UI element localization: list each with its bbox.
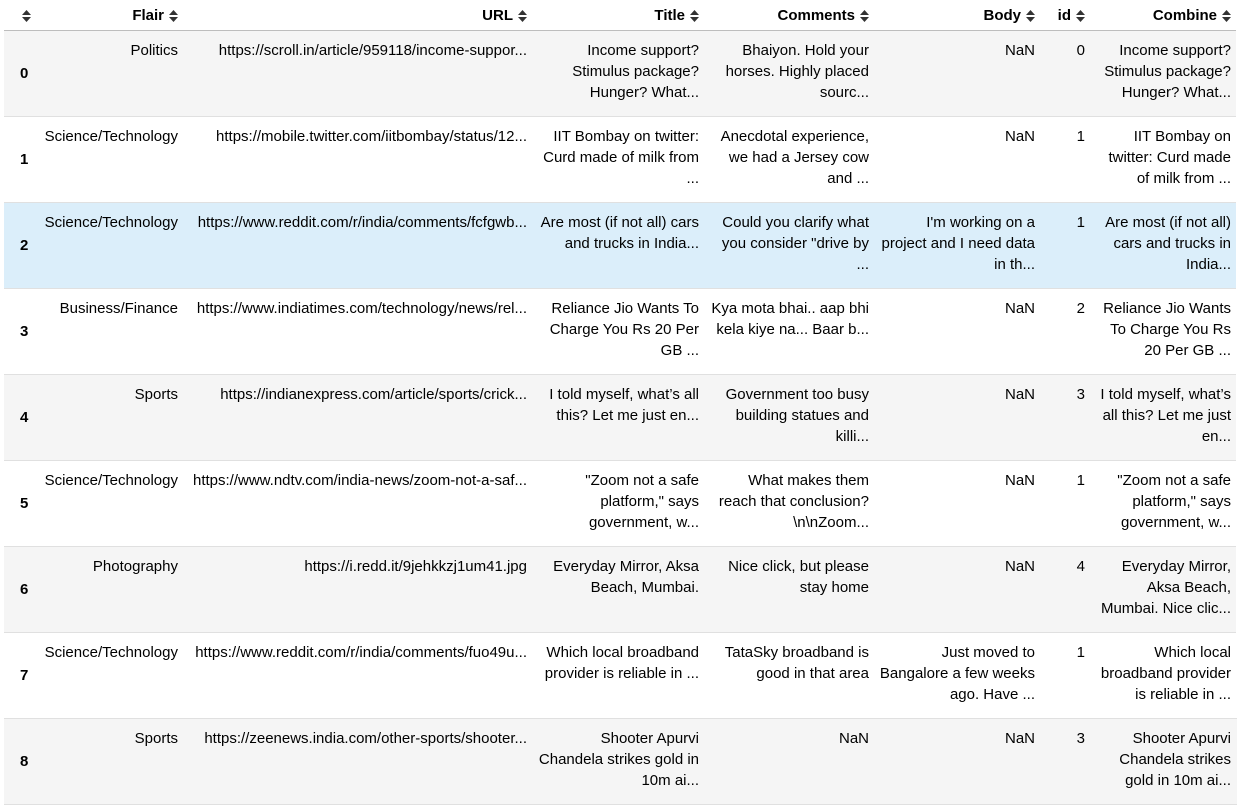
cell-body: NaN (875, 375, 1041, 461)
cell-title: Are most (if not all) cars and trucks in India... (533, 203, 705, 289)
cell-combine: Everyday Mirror, Aksa Beach, Mumbai. Nice clic... (1091, 547, 1237, 633)
cell-flair: Science/Technology (37, 203, 184, 289)
cell-body: NaN (875, 547, 1041, 633)
cell-body: NaN (875, 31, 1041, 117)
cell-comments: Government too busy building statues and killi... (705, 375, 875, 461)
cell-body: NaN (875, 461, 1041, 547)
cell-id: 1 (1041, 117, 1091, 203)
cell-title: Reliance Jio Wants To Charge You Rs 20 Per GB ... (533, 289, 705, 375)
cell-id: 1 (1041, 203, 1091, 289)
cell-combine: Income support? Stimulus package? Hunger? What... (1091, 31, 1237, 117)
cell-title: Shooter Apurvi Chandela strikes gold in 10m ai... (533, 719, 705, 805)
row-index: 0 (4, 31, 37, 117)
table-row[interactable] (4, 289, 1237, 375)
cell-title: IIT Bombay on twitter: Curd made of milk from ... (533, 117, 705, 203)
table-row[interactable] (4, 547, 1237, 633)
cell-body: NaN (875, 719, 1041, 805)
column-header-combine[interactable] (1091, 0, 1237, 31)
cell-id: 1 (1041, 461, 1091, 547)
cell-flair: Photography (37, 547, 184, 633)
cell-url: https://zeenews.india.com/other-sports/shooter... (184, 719, 533, 805)
row-index: 2 (4, 203, 37, 289)
cell-comments: NaN (705, 719, 875, 805)
column-header-flair[interactable] (37, 0, 184, 31)
cell-comments: Anecdotal experience, we had a Jersey cow and ... (705, 117, 875, 203)
row-index: 4 (4, 375, 37, 461)
cell-flair: Sports (37, 375, 184, 461)
cell-flair: Politics (37, 31, 184, 117)
table-row[interactable] (4, 375, 1237, 461)
row-index: 8 (4, 719, 37, 805)
cell-title: Everyday Mirror, Aksa Beach, Mumbai. (533, 547, 705, 633)
cell-combine: Which local broadband provider is reliable in ... (1091, 633, 1237, 719)
cell-body: NaN (875, 117, 1041, 203)
cell-url: https://mobile.twitter.com/iitbombay/status/12... (184, 117, 533, 203)
cell-url: https://scroll.in/article/959118/income-suppor... (184, 31, 533, 117)
cell-body: I'm working on a project and I need data in th... (875, 203, 1041, 289)
table-row[interactable] (4, 31, 1237, 117)
cell-comments: TataSky broadband is good in that area (705, 633, 875, 719)
column-header-comments[interactable] (705, 0, 875, 31)
cell-id: 3 (1041, 375, 1091, 461)
sort-arrows-icon[interactable] (1076, 10, 1085, 22)
cell-combine: "Zoom not a safe platform," says government, w... (1091, 461, 1237, 547)
sort-arrows-icon[interactable] (690, 10, 699, 22)
sort-arrows-icon[interactable] (1026, 10, 1035, 22)
cell-body: Just moved to Bangalore a few weeks ago. Have ... (875, 633, 1041, 719)
cell-url: https://indianexpress.com/article/sports/crick... (184, 375, 533, 461)
cell-title: Which local broadband provider is reliable in ... (533, 633, 705, 719)
table-header (4, 0, 1237, 31)
row-index: 3 (4, 289, 37, 375)
cell-url: https://i.redd.it/9jehkkzj1um41.jpg (184, 547, 533, 633)
cell-id: 0 (1041, 31, 1091, 117)
row-index: 5 (4, 461, 37, 547)
cell-comments: Kya mota bhai.. aap bhi kela kiye na... Baar b... (705, 289, 875, 375)
cell-combine: Shooter Apurvi Chandela strikes gold in 10m ai... (1091, 719, 1237, 805)
cell-combine: IIT Bombay on twitter: Curd made of milk from ... (1091, 117, 1237, 203)
cell-comments: What makes them reach that conclusion? \n\nZoom... (705, 461, 875, 547)
column-header-id[interactable] (1041, 0, 1091, 31)
cell-flair: Science/Technology (37, 461, 184, 547)
column-header-label: URL (482, 6, 513, 24)
column-header-body[interactable] (875, 0, 1041, 31)
cell-id: 2 (1041, 289, 1091, 375)
sort-arrows-icon[interactable] (169, 10, 178, 22)
column-header-label: Combine (1152, 6, 1217, 24)
cell-combine: I told myself, what’s all this? Let me just en... (1091, 375, 1237, 461)
cell-title: I told myself, what’s all this? Let me just en... (533, 375, 705, 461)
column-header-label: Body (983, 6, 1021, 24)
cell-id: 3 (1041, 719, 1091, 805)
dataframe-table (4, 0, 1237, 805)
cell-id: 4 (1041, 547, 1091, 633)
column-header-title[interactable] (533, 0, 705, 31)
column-header-label: Comments (777, 6, 855, 24)
cell-flair: Sports (37, 719, 184, 805)
cell-id: 1 (1041, 633, 1091, 719)
sort-arrows-icon[interactable] (1222, 10, 1231, 22)
row-index: 7 (4, 633, 37, 719)
cell-comments: Nice click, but please stay home (705, 547, 875, 633)
cell-flair: Business/Finance (37, 289, 184, 375)
sort-arrows-icon[interactable] (860, 10, 869, 22)
row-index: 6 (4, 547, 37, 633)
column-header-url[interactable] (184, 0, 533, 31)
cell-url: https://www.indiatimes.com/technology/news/rel... (184, 289, 533, 375)
column-header-label: id (1057, 6, 1071, 24)
cell-title: Income support? Stimulus package? Hunger? What... (533, 31, 705, 117)
cell-body: NaN (875, 289, 1041, 375)
cell-url: https://www.ndtv.com/india-news/zoom-not-a-saf... (184, 461, 533, 547)
column-header-label: Title (654, 6, 685, 24)
cell-comments: Could you clarify what you consider "drive by ... (705, 203, 875, 289)
column-header-index[interactable] (4, 0, 37, 31)
cell-combine: Reliance Jio Wants To Charge You Rs 20 Per GB ... (1091, 289, 1237, 375)
table-row[interactable] (4, 461, 1237, 547)
sort-arrows-icon[interactable] (22, 10, 31, 22)
table-body (4, 31, 1237, 805)
cell-url: https://www.reddit.com/r/india/comments/fcfgwb... (184, 203, 533, 289)
header-row (4, 0, 1237, 31)
table-row[interactable] (4, 633, 1237, 719)
cell-flair: Science/Technology (37, 117, 184, 203)
scrollbar-track[interactable] (1236, 0, 1248, 715)
table-row[interactable] (4, 117, 1237, 203)
table-row[interactable] (4, 719, 1237, 805)
cell-url: https://www.reddit.com/r/india/comments/fuo49u... (184, 633, 533, 719)
cell-comments: Bhaiyon. Hold your horses. Highly placed sourc... (705, 31, 875, 117)
column-header-label: Flair (132, 6, 164, 24)
cell-title: "Zoom not a safe platform," says government, w... (533, 461, 705, 547)
sort-arrows-icon[interactable] (518, 10, 527, 22)
cell-combine: Are most (if not all) cars and trucks in India... (1091, 203, 1237, 289)
table-row[interactable] (4, 203, 1237, 289)
row-index: 1 (4, 117, 37, 203)
cell-flair: Science/Technology (37, 633, 184, 719)
